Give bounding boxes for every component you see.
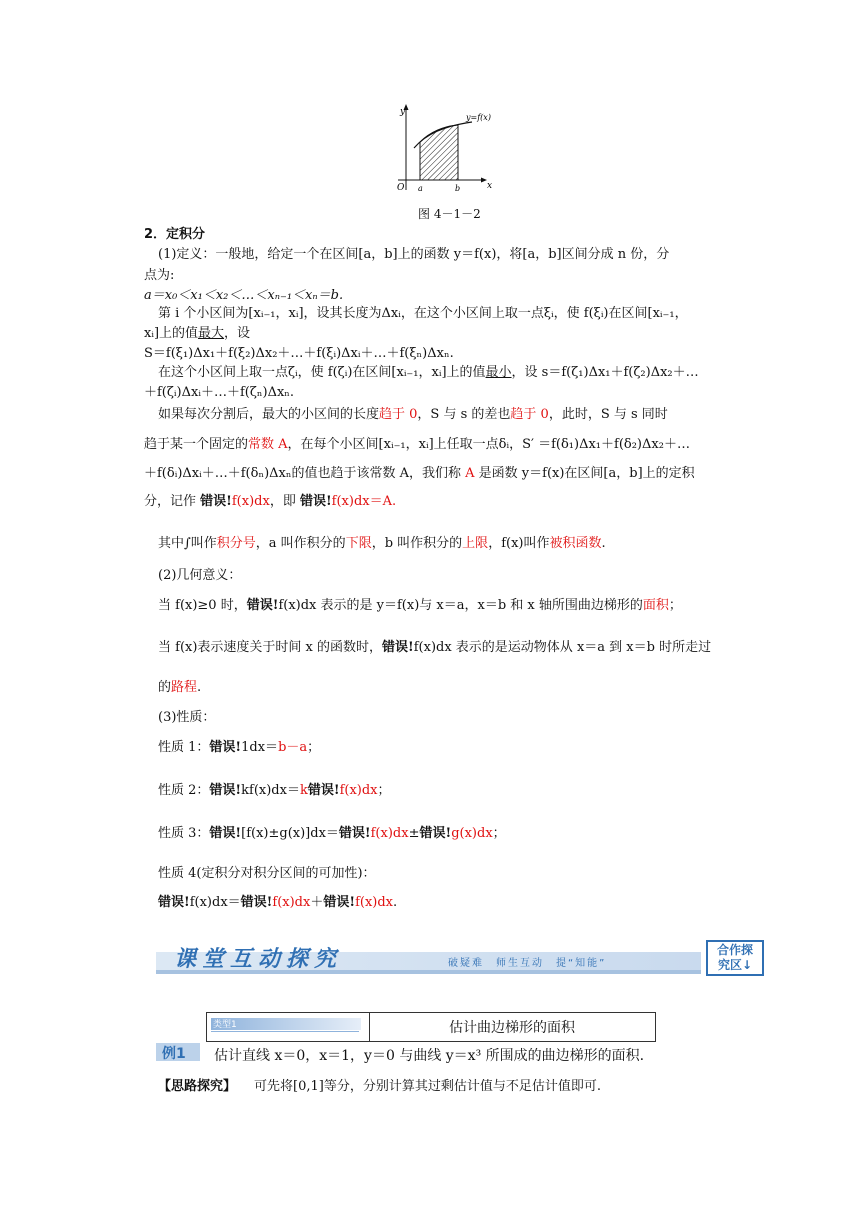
highlight: g(x)dx	[451, 826, 493, 841]
limit-paragraph-line-1	[158, 403, 668, 422]
banner-title: 课堂互动探究	[174, 947, 343, 972]
highlight: f(x)dx	[231, 494, 270, 509]
definition-line-2: 点为:	[144, 268, 175, 283]
highlight: f(x)dx	[370, 826, 409, 841]
text: ，S 与 s 的差也	[417, 407, 511, 422]
highlight: 趋于 0	[510, 407, 549, 422]
text: .	[601, 536, 606, 551]
text: ＋	[310, 895, 324, 910]
hint-line	[158, 1075, 601, 1094]
text: ，设 s＝f(ζ₁)Δx₁＋f(ζ₂)Δx₂＋…	[511, 365, 699, 380]
type-title: 估计曲边梯形的面积	[449, 1020, 575, 1036]
text: ＋f(δᵢ)Δxᵢ＋…＋f(δₙ)Δxₙ的值也趋于该常数 A，我们称	[144, 466, 466, 481]
text: ；	[668, 598, 682, 613]
a-label: a	[418, 184, 423, 193]
highlight: A	[465, 466, 475, 481]
highlight: b－a	[278, 740, 308, 755]
text: 性质 1：	[158, 740, 210, 755]
error-marker: 错误!	[200, 494, 232, 509]
text: xᵢ]上的值	[144, 326, 199, 341]
highlight: f(x)dx	[272, 895, 311, 910]
max-paragraph-line-2	[144, 322, 250, 341]
highlight: 积分号	[216, 536, 256, 551]
error-marker: 错误!	[240, 895, 273, 910]
text: ，a 叫作积分的	[255, 536, 346, 551]
highlight: 路程	[171, 680, 198, 695]
property-4-formula	[158, 891, 397, 910]
upper-sum-formula: S＝f(ξ₁)Δx₁＋f(ξ₂)Δx₂＋…＋f(ξᵢ)Δxᵢ＋…＋f(ξₙ)Δxₙ.	[144, 346, 454, 361]
min-word: 最小	[485, 365, 512, 380]
highlight: 被积函数	[549, 536, 602, 551]
property-4-heading: 性质 4(定积分对积分区间的可加性)：	[158, 866, 376, 881]
type-box	[206, 1012, 656, 1042]
error-marker: 错误!	[209, 740, 242, 755]
text: 当 f(x)表示速度关于时间 x 的函数时，	[158, 640, 383, 655]
y-label: y	[400, 107, 406, 117]
max-paragraph-line-1: 第 i 个小区间为[xᵢ₋₁，xᵢ]，设其长度为Δxᵢ，在这个小区间上取一点ξᵢ，使 f(ξᵢ)在区间[xᵢ₋₁，	[158, 306, 688, 321]
geometry-heading: (2)几何意义：	[158, 568, 242, 583]
geometry-line-1	[158, 594, 682, 613]
error-marker: 错误!	[299, 494, 332, 509]
text: 是函数 y＝f(x)在区间[a，b]上的定积	[474, 466, 695, 481]
section-banner	[156, 938, 766, 978]
text: ±	[408, 826, 420, 841]
shaded-region	[420, 125, 458, 180]
text: 在这个小区间上取一点ζᵢ，使 f(ζᵢ)在区间[xᵢ₋₁，xᵢ]上的值	[158, 365, 486, 380]
limit-paragraph-line-2	[144, 433, 690, 452]
hint-text: 可先将[0,1]等分，分别计算其过剩估计值与不足估计值即可.	[254, 1079, 601, 1094]
error-marker: 错误!	[158, 895, 190, 910]
highlight: f(x)dx	[339, 783, 378, 798]
type-label: 类型1	[213, 1020, 237, 1030]
property-2	[158, 779, 391, 798]
limit-paragraph-line-4	[144, 490, 396, 509]
definition-line-1: (1)定义：一般地，给定一个在区间[a，b]上的函数 y＝f(x)，将[a，b]区间分成 n 份，分	[158, 247, 670, 262]
error-marker: 错误!	[246, 598, 279, 613]
text: [f(x)±g(x)]dx＝	[241, 826, 339, 841]
example-question: 估计直线 x＝0，x＝1，y＝0 与曲线 y＝x³ 所围成的曲边梯形的面积.	[214, 1048, 645, 1064]
origin-label: O	[397, 183, 405, 193]
text: 趋于某一个固定的	[144, 437, 249, 452]
type-label-underline	[211, 1031, 359, 1032]
text: ，即	[269, 494, 300, 509]
explore-tag-line-1: 合作探	[716, 943, 753, 957]
text: ，f(x)叫作	[488, 536, 550, 551]
x-label: x	[487, 181, 493, 191]
area-under-curve-figure	[392, 102, 504, 202]
text: ；	[492, 826, 506, 841]
limit-paragraph-line-3	[144, 462, 695, 481]
error-marker: 错误!	[323, 895, 356, 910]
example-badge-text: 例1	[162, 1046, 186, 1062]
text: 1dx＝	[241, 740, 279, 755]
properties-heading: (3)性质：	[158, 710, 216, 725]
min-paragraph-line-2: ＋f(ζᵢ)Δxᵢ＋…＋f(ζₙ)Δxₙ.	[144, 385, 295, 400]
b-label: b	[455, 184, 461, 193]
text: ，此时，S 与 s 同时	[548, 407, 668, 422]
text: 如果每次分割后，最大的小区间的长度	[158, 407, 380, 422]
highlight: f(x)dx	[355, 895, 394, 910]
figure-caption: 图 4－1－2	[418, 207, 481, 221]
text: 的	[158, 680, 172, 695]
text: .	[197, 680, 202, 695]
highlight: 常数 A	[248, 437, 288, 452]
notation-paragraph	[158, 532, 606, 551]
text: ，在每个小区间[xᵢ₋₁，xᵢ]上任取一点δᵢ，S′ ＝f(δ₁)Δx₁＋f(δ₂)Δx₂＋…	[287, 437, 690, 452]
text: f(x)dx 表示的是运动物体从 x＝a 到 x＝b 时所走过	[413, 640, 712, 655]
text: kf(x)dx＝	[241, 783, 300, 798]
hint-label: 【思路探究】	[158, 1079, 237, 1094]
error-marker: 错误!	[209, 783, 242, 798]
curve-label: y=f(x)	[466, 113, 491, 122]
geometry-line-3	[158, 676, 201, 695]
text: ；	[307, 740, 321, 755]
property-1	[158, 736, 320, 755]
highlight: 趋于 0	[379, 407, 418, 422]
text: f(x)dx 表示的是 y＝f(x)与 x＝a，x＝b 和 x 轴所围曲边梯形的	[278, 598, 643, 613]
partition-formula: a＝x₀＜x₁＜x₂＜…＜xₙ₋₁＜xₙ＝b.	[144, 288, 344, 303]
explore-tag-line-2: 究区↓	[717, 958, 753, 972]
max-word: 最大	[198, 326, 225, 341]
text: 当 f(x)≥0 时，	[158, 598, 247, 613]
min-paragraph-line-1	[158, 361, 699, 380]
section-heading: 2．定积分	[144, 227, 206, 242]
text: f(x)dx＝	[189, 895, 241, 910]
text: 分，记作	[144, 494, 201, 509]
highlight: k	[299, 783, 308, 798]
error-marker: 错误!	[209, 826, 242, 841]
type-label-cell	[207, 1013, 370, 1041]
text: 性质 3：	[158, 826, 210, 841]
highlight: 下限	[345, 536, 372, 551]
highlight: f(x)dx＝A.	[331, 494, 397, 509]
geometry-line-2	[158, 636, 711, 655]
explore-tag	[706, 940, 764, 976]
example-badge	[156, 1043, 200, 1061]
text: ，设	[224, 326, 251, 341]
text: ；	[377, 783, 391, 798]
property-3	[158, 822, 506, 841]
text: ，b 叫作积分的	[371, 536, 463, 551]
error-marker: 错误!	[382, 640, 414, 655]
error-marker: 错误!	[338, 826, 371, 841]
text: 性质 2：	[158, 783, 210, 798]
highlight: 上限	[462, 536, 489, 551]
highlight: 面积	[642, 598, 669, 613]
banner-slogan: 破疑难 师生互动 提“知能”	[448, 958, 607, 969]
text: .	[393, 895, 398, 910]
text: 其中∫叫作	[158, 536, 217, 551]
error-marker: 错误!	[419, 826, 452, 841]
error-marker: 错误!	[307, 783, 340, 798]
